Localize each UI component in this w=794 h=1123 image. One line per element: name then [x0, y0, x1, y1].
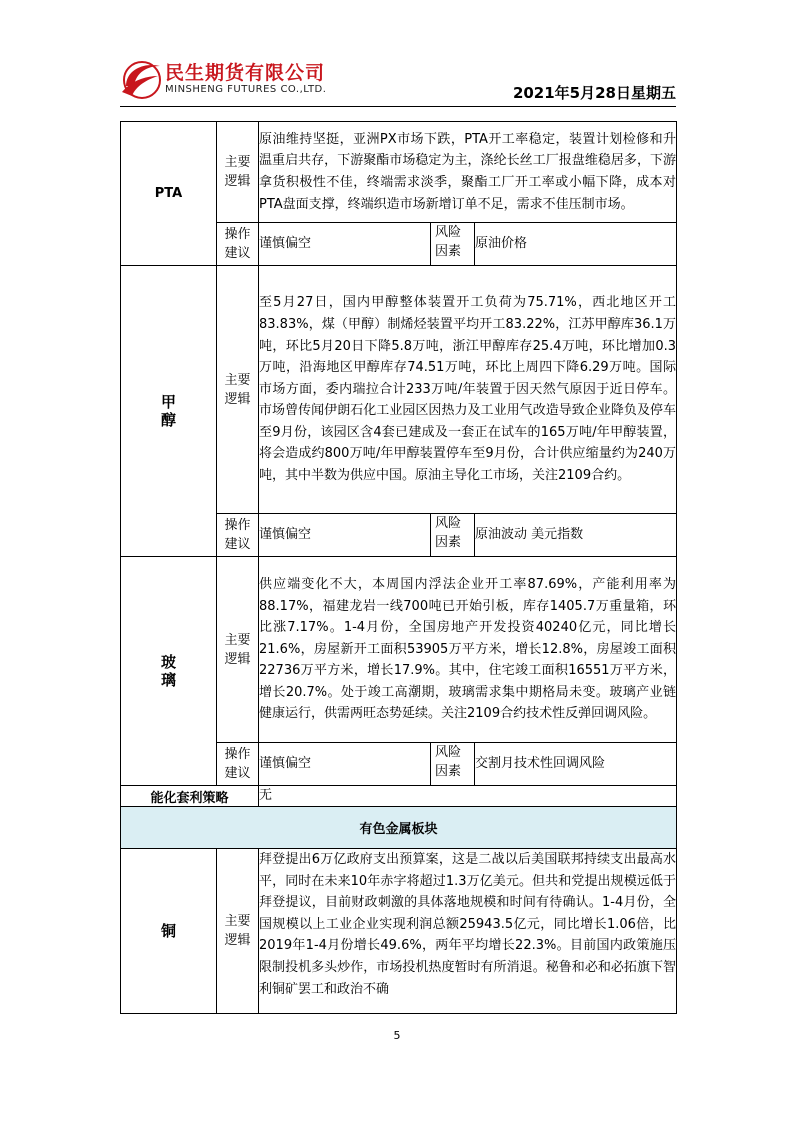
section-title-metals: 有色金属板块 [121, 807, 677, 849]
table-row [121, 266, 677, 514]
product-name-methanol: 甲醇 [121, 266, 217, 557]
op-label: 操作建议 [217, 743, 259, 786]
glass-op-advice: 谨慎偏空 [259, 743, 431, 786]
table-row [121, 807, 677, 849]
pta-op-advice: 谨慎偏空 [259, 223, 431, 266]
arbitrage-value: 无 [259, 786, 677, 807]
op-label: 操作建议 [217, 223, 259, 266]
table-row [121, 122, 677, 223]
logic-label: 主要逻辑 [217, 849, 259, 1014]
pta-logic-text: 原油维持坚挺，亚洲PX市场下跌，PTA开工率稳定，装置计划检修和升温重启共存，下游聚酯市场稳定为主，涤纶长丝工厂报盘维稳居多，下游拿货积极性不佳，终端需求淡季，聚酯工厂开工率或小幅下降，成本对PTA盘面支撑，终端织造市场新增订单不足，需求不佳压制市场。 [259, 122, 677, 223]
logic-label: 主要逻辑 [217, 557, 259, 743]
methanol-logic-text: 至5月27日，国内甲醇整体装置开工负荷为75.71%，西北地区开工83.83%，煤（甲醇）制烯烃装置平均开工83.22%，江苏甲醇库36.1万吨，环比5月20日下降5.8万吨，浙江甲醇库存25.4万吨，环比增加0.3万吨，沿海地区甲醇库存74.51万吨，环比上周四下降6.29万吨。国际市场方面，委内瑞拉合计233万吨/年装置于因天然气原因于近日停车。市场曾传闻伊朗石化工业园区因热力及工业用气改造导致企业降负及停车至9月份，该园区含4套已建成及一套正在试车的165万吨/年甲醇装置，将会造成约800万吨/年甲醇装置停车至9月份，合计供应缩量约为240万吨，其中半数为供应中国。原油主导化工市场，关注2109合约。 [259, 266, 677, 514]
logo-english-name: MINSHENG FUTURES CO.,LTD. [165, 84, 327, 95]
product-name-pta: PTA [121, 122, 217, 266]
product-name-copper: 铜 [121, 849, 217, 1014]
strategy-table [120, 121, 677, 1014]
risk-label: 风险因素 [431, 514, 475, 557]
op-label: 操作建议 [217, 514, 259, 557]
methanol-op-advice: 谨慎偏空 [259, 514, 431, 557]
table-row [121, 786, 677, 807]
table-row [121, 849, 677, 1014]
risk-label: 风险因素 [431, 743, 475, 786]
logo-chinese-name: 民生期货有限公司 [165, 62, 326, 84]
glass-risk: 交割月技术性回调风险 [475, 743, 677, 786]
page-header [120, 52, 676, 107]
copper-logic-text: 拜登提出6万亿政府支出预算案，这是二战以后美国联邦持续支出最高水平，同时在未来10年赤字将超过1.3万亿美元。但共和党提出规模远低于拜登提议，目前财政刺激的具体落地规模和时间有待确认。1-4月份，全国规模以上工业企业实现利润总额25943.5亿元，同比增长1.06倍，比2019年1-4月份增长49.6%，两年平均增长22.3%。目前国内政策施压限制投机多头炒作，市场投机热度暂时有所消退。秘鲁和必和必拓旗下智利铜矿罢工和政治不确 [259, 849, 677, 1014]
product-name-glass: 玻璃 [121, 557, 217, 786]
logo-swoosh-icon [120, 56, 162, 100]
risk-label: 风险因素 [431, 223, 475, 266]
table-row [121, 557, 677, 743]
methanol-risk: 原油波动 美元指数 [475, 514, 677, 557]
arbitrage-label: 能化套利策略 [121, 786, 259, 807]
logic-label: 主要逻辑 [217, 122, 259, 223]
glass-logic-text: 供应端变化不大，本周国内浮法企业开工率87.69%，产能利用率为88.17%，福建龙岩一线700吨已开始引板，库存1405.7万重量箱，环比涨7.17%。1-4月份，全国房地产开发投资40240亿元，同比增长21.6%，房屋新开工面积53905万平方米，增长12.8%，房屋竣工面积22736万平方米，增长17.9%。其中，住宅竣工面积16551万平方米，增长20.7%。处于竣工高潮期，玻璃需求集中期格局未变。玻璃产业链健康运行，供需两旺态势延续。关注2109合约技术性反弹回调风险。 [259, 557, 677, 743]
logic-label: 主要逻辑 [217, 266, 259, 514]
company-logo [120, 52, 360, 102]
pta-risk: 原油价格 [475, 223, 677, 266]
page-number: 5 [393, 1029, 401, 1042]
report-date: 2021年5月28日星期五 [512, 84, 676, 102]
